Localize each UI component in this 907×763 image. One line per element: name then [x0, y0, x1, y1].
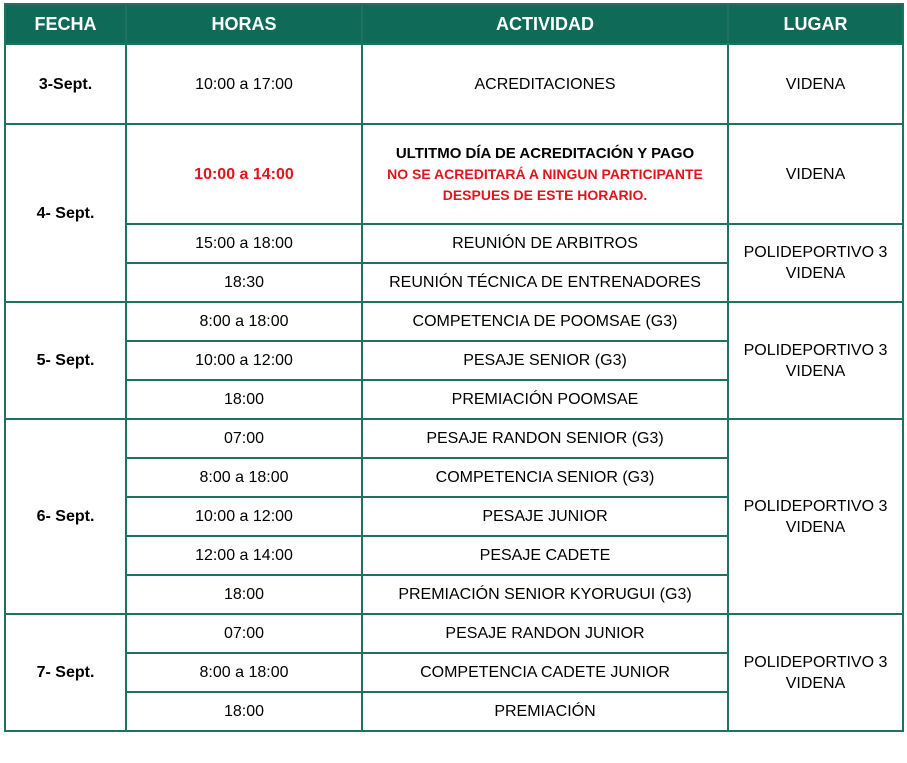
activity-cell: ACREDITACIONES: [362, 44, 728, 124]
time-cell: 8:00 a 18:00: [126, 458, 362, 497]
table-row: [5, 419, 903, 458]
time-cell: 18:00: [126, 380, 362, 419]
activity-cell: PREMIACIÓN SENIOR KYORUGUI (G3): [362, 575, 728, 614]
time-cell: 10:00 a 17:00: [126, 44, 362, 124]
venue-line: VIDENA: [785, 518, 846, 536]
table-row: [5, 44, 903, 124]
venue-line: VIDENA: [785, 265, 846, 282]
schedule-table: [4, 3, 904, 732]
time-cell: 07:00: [126, 419, 362, 458]
header-actividad: ACTIVIDAD: [362, 4, 728, 44]
date-cell: 3-Sept.: [5, 44, 126, 124]
activity-warning: NO SE ACREDITARÁ A NINGUN PARTICIPANTE: [387, 165, 703, 182]
time-cell: 18:00: [126, 575, 362, 614]
activity-cell: PREMIACIÓN POOMSAE: [362, 380, 728, 419]
table-row: [5, 124, 903, 224]
date-cell: 4- Sept.: [5, 124, 126, 302]
time-cell: 10:00 a 12:00: [126, 341, 362, 380]
header-lugar: LUGAR: [728, 4, 903, 44]
time-cell: 10:00 a 14:00: [126, 124, 362, 224]
activity-cell: PESAJE RANDON SENIOR (G3): [362, 419, 728, 458]
activity-cell: COMPETENCIA DE POOMSAE (G3): [362, 302, 728, 341]
venue-cell: [728, 419, 903, 614]
activity-cell: PESAJE SENIOR (G3): [362, 341, 728, 380]
venue-cell: VIDENA: [728, 44, 903, 124]
activity-cell: PESAJE RANDON JUNIOR: [362, 614, 728, 653]
header-row: [5, 4, 903, 44]
time-cell: 18:00: [126, 692, 362, 731]
table-row: [5, 302, 903, 341]
time-cell: 15:00 a 18:00: [126, 224, 362, 263]
venue-cell: [728, 614, 903, 731]
venue-line: POLIDEPORTIVO 3: [743, 244, 888, 261]
table-row: [5, 614, 903, 653]
venue-line: VIDENA: [785, 674, 846, 692]
venue-line: POLIDEPORTIVO 3: [743, 341, 888, 359]
venue-line: POLIDEPORTIVO 3: [743, 653, 888, 671]
activity-cell: REUNIÓN DE ARBITROS: [362, 224, 728, 263]
activity-title: ULTITMO DÍA DE ACREDITACIÓN Y PAGO: [395, 144, 695, 162]
time-cell: 8:00 a 18:00: [126, 302, 362, 341]
time-cell: 12:00 a 14:00: [126, 536, 362, 575]
header-horas: HORAS: [126, 4, 362, 44]
activity-cell: COMPETENCIA CADETE JUNIOR: [362, 653, 728, 692]
table-row: [5, 224, 903, 263]
activity-cell: PREMIACIÓN: [362, 692, 728, 731]
time-cell: 10:00 a 12:00: [126, 497, 362, 536]
time-cell: 18:30: [126, 263, 362, 302]
date-cell: 5- Sept.: [5, 302, 126, 419]
venue-line: POLIDEPORTIVO 3: [743, 497, 888, 515]
venue-line: VIDENA: [785, 362, 846, 380]
activity-warning: DESPUES DE ESTE HORARIO.: [442, 186, 648, 203]
date-cell: 6- Sept.: [5, 419, 126, 614]
activity-cell: COMPETENCIA SENIOR (G3): [362, 458, 728, 497]
venue-cell: [728, 302, 903, 419]
venue-cell: [728, 224, 903, 302]
activity-cell: PESAJE JUNIOR: [362, 497, 728, 536]
date-cell: 7- Sept.: [5, 614, 126, 731]
venue-cell: VIDENA: [728, 124, 903, 224]
time-cell: 07:00: [126, 614, 362, 653]
time-cell: 8:00 a 18:00: [126, 653, 362, 692]
header-fecha: FECHA: [5, 4, 126, 44]
activity-cell: PESAJE CADETE: [362, 536, 728, 575]
activity-cell: [362, 124, 728, 224]
activity-cell: REUNIÓN TÉCNICA DE ENTRENADORES: [362, 263, 728, 302]
